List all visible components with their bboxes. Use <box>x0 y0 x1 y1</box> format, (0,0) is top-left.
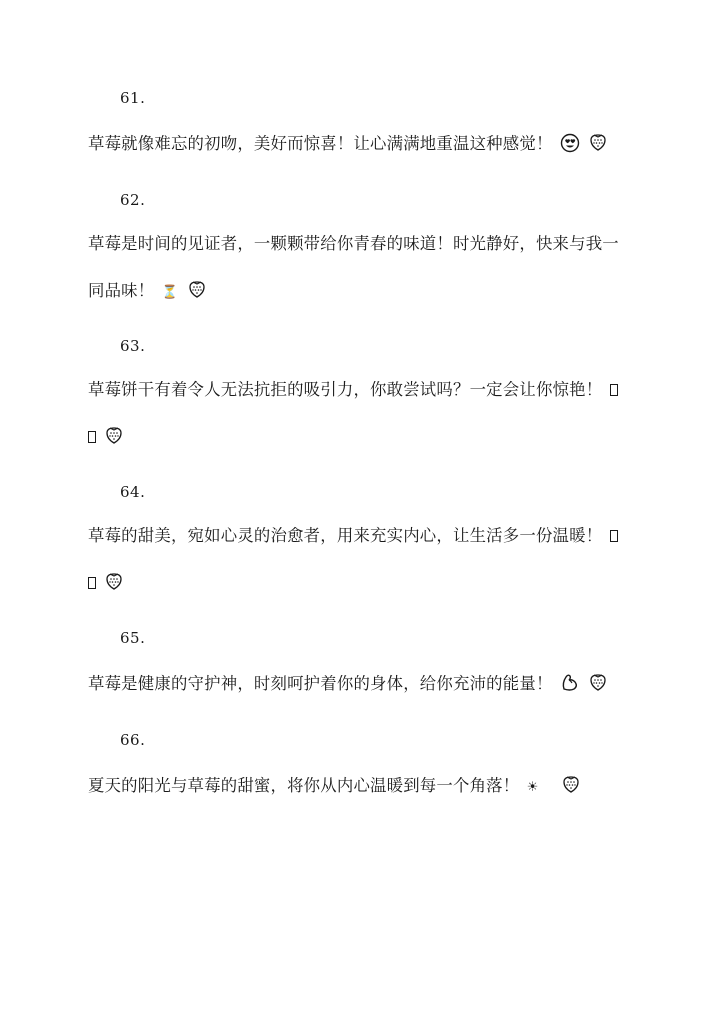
entry-number-66: 66. <box>120 731 146 749</box>
entry-line: 草莓是时间的见证者，一颗颗带给你青春的味道！时光静好，快来与我一 <box>88 234 619 253</box>
entry-line: 草莓的甜美，宛如心灵的治愈者，用来充实内心，让生活多一份温暖！ <box>88 526 603 545</box>
hourglass-icon: ⏳ <box>161 285 179 300</box>
strawberry-icon <box>587 671 609 699</box>
entry-line: 草莓饼干有着令人无法抗拒的吸引力，你敢尝试吗？一定会让你惊艳！ <box>88 380 603 399</box>
entry-line: 草莓就像难忘的初吻，美好而惊喜！让心满满地重温这种感觉！ <box>88 134 553 153</box>
entry-number-64: 64. <box>120 483 146 501</box>
entry-text-66 <box>88 773 582 801</box>
entry-line: 草莓是健康的守护神，时刻呵护着你的身体，给你充沛的能量！ <box>88 674 553 693</box>
entry-text-64 <box>88 525 618 547</box>
strawberry-icon <box>103 570 125 598</box>
sun-icon: ☀ <box>526 780 539 795</box>
strawberry-icon <box>560 773 582 801</box>
missing-glyph-box-icon <box>610 530 618 542</box>
entry-text-65 <box>88 671 609 699</box>
missing-glyph-box-icon <box>610 384 618 396</box>
flexed-biceps-icon <box>560 671 580 699</box>
entry-text-64-continued <box>88 570 125 598</box>
strawberry-icon <box>103 424 125 452</box>
entry-text-62 <box>88 233 619 255</box>
missing-glyph-box-icon <box>88 431 96 443</box>
strawberry-icon <box>186 278 208 306</box>
entry-number-62: 62. <box>120 191 146 209</box>
entry-number-63: 63. <box>120 337 146 355</box>
heart-eyes-emoji-icon <box>560 133 580 159</box>
entry-line: 同品味！ <box>88 281 155 300</box>
missing-glyph-box-icon <box>88 577 96 589</box>
entry-text-63 <box>88 379 618 401</box>
entry-text-63-continued <box>88 424 125 452</box>
entry-line: 夏天的阳光与草莓的甜蜜，将你从内心温暖到每一个角落！ <box>88 776 520 795</box>
entry-text-61 <box>88 131 609 159</box>
entry-number-61: 61. <box>120 89 146 107</box>
entry-text-62-continued <box>88 278 208 306</box>
entry-number-65: 65. <box>120 629 146 647</box>
strawberry-icon <box>587 131 609 159</box>
